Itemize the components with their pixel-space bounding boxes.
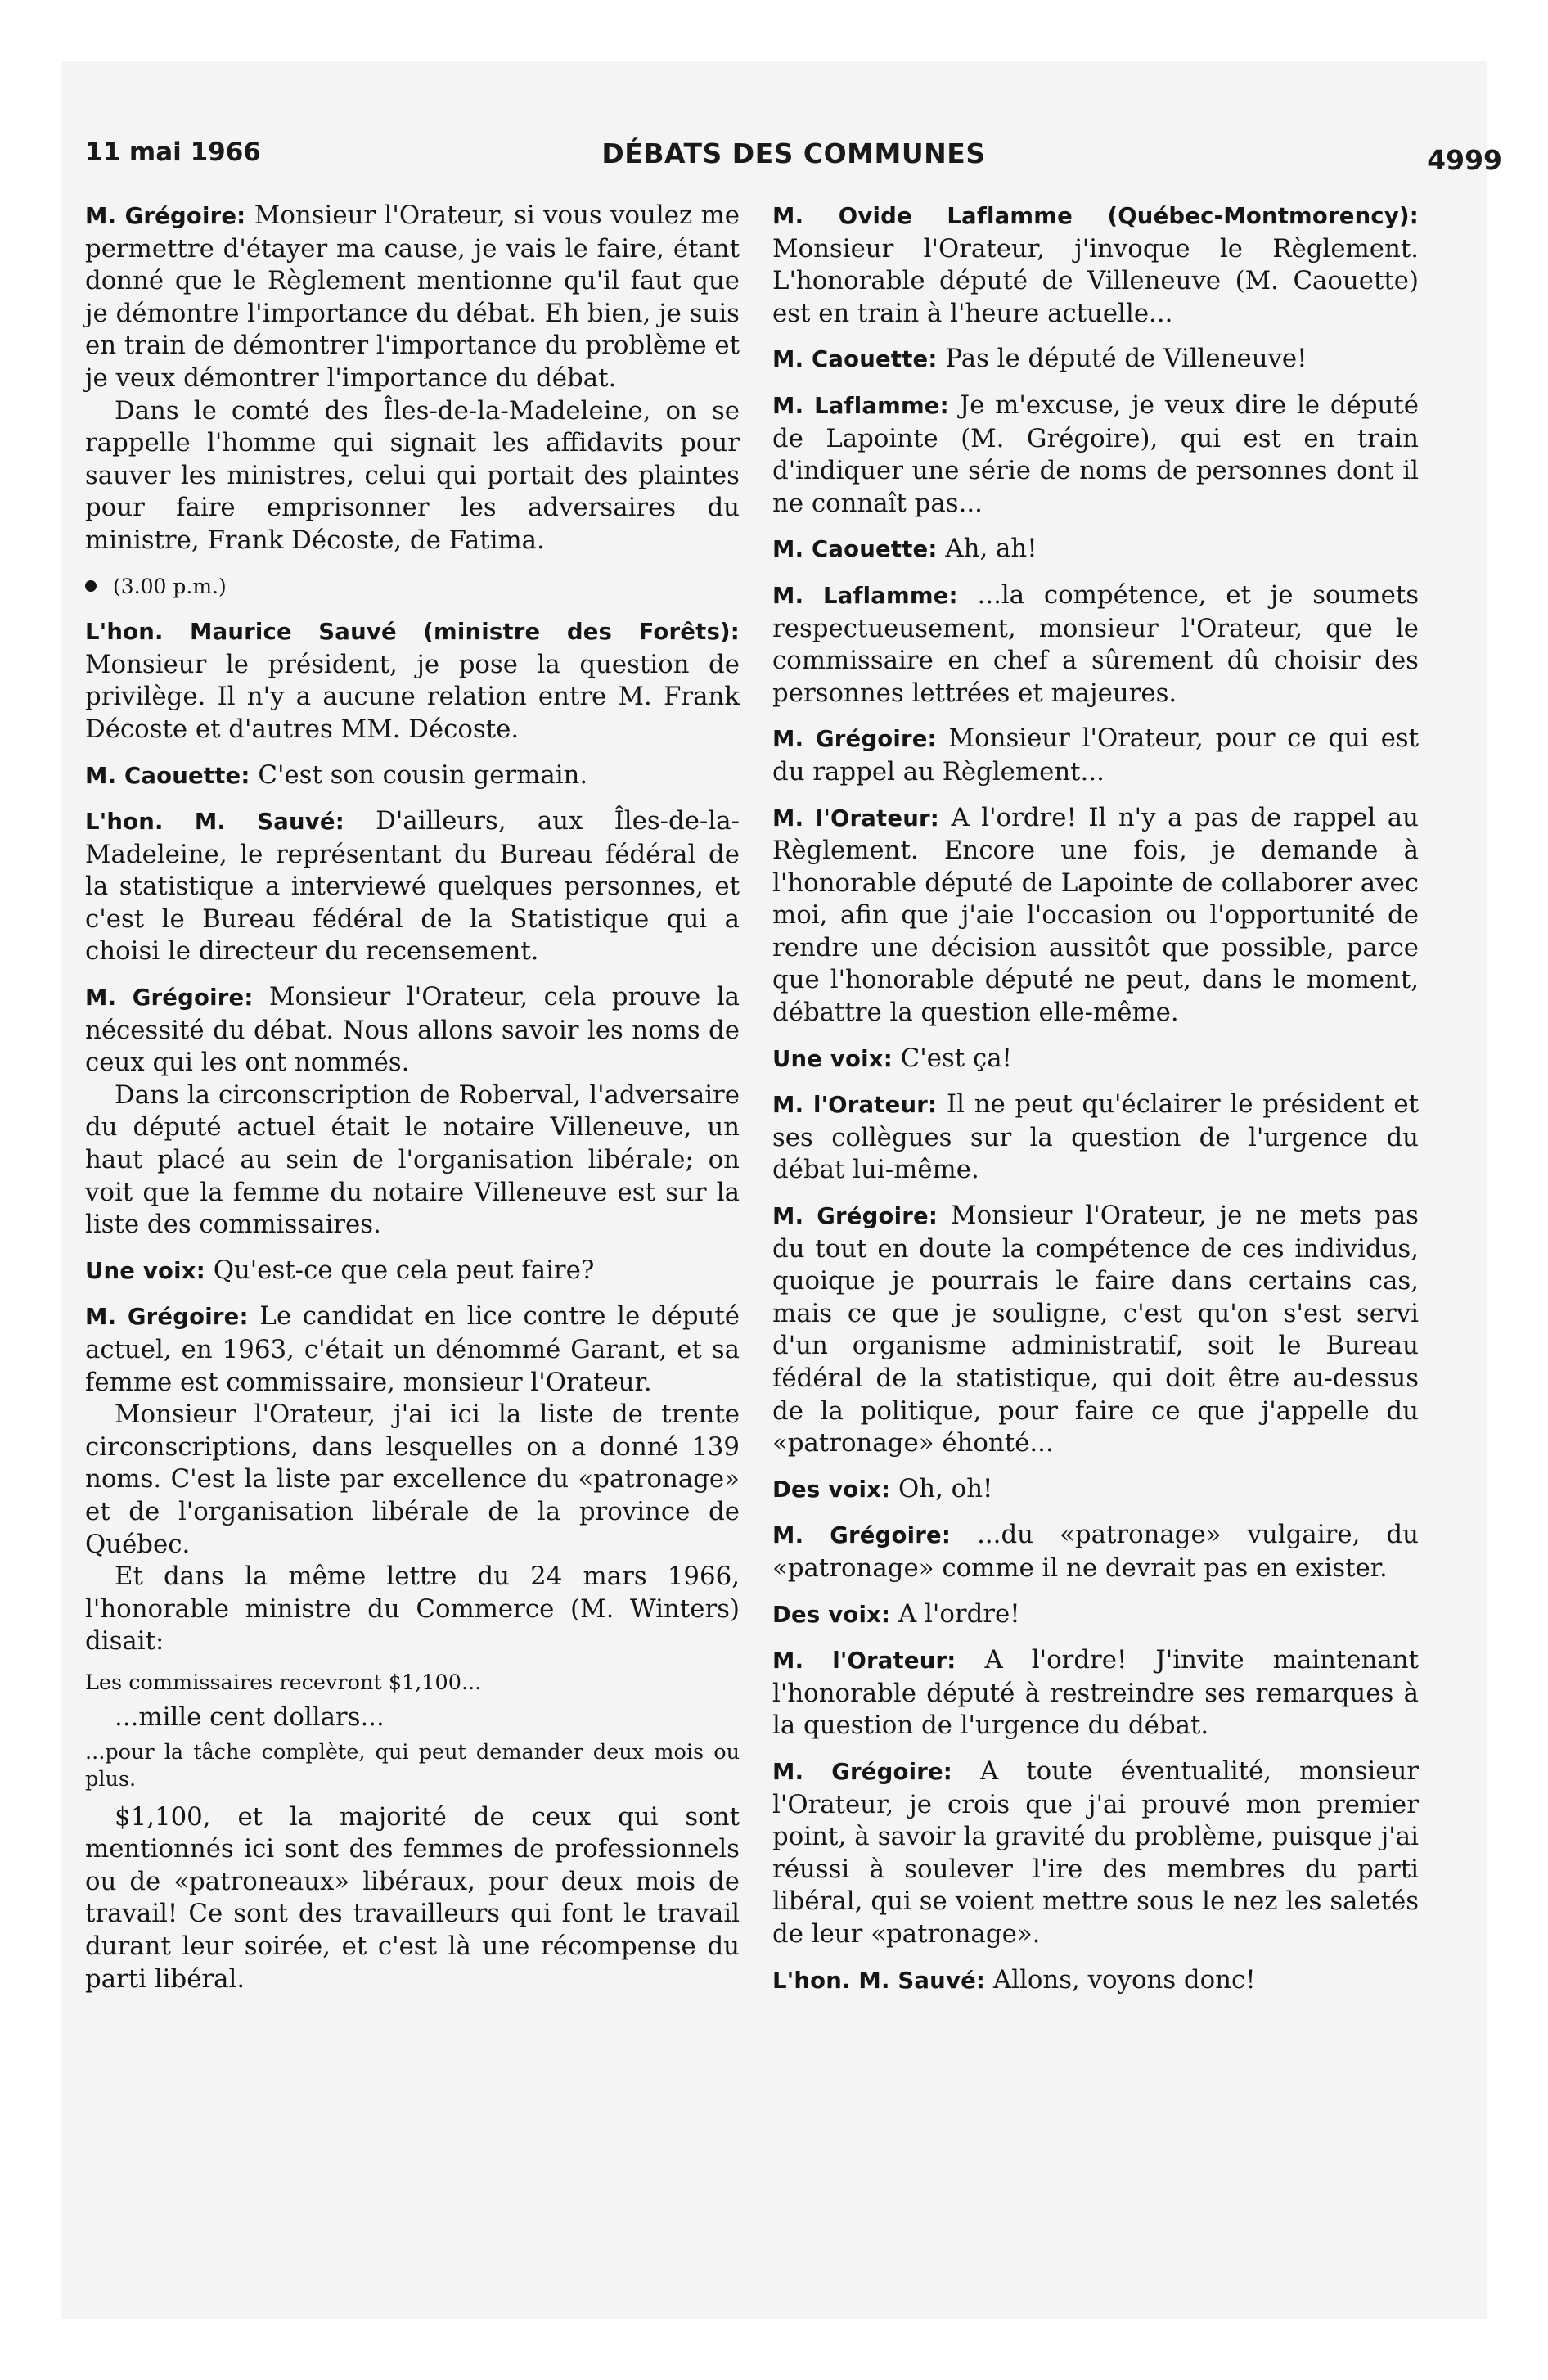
speech-text: Et dans la même lettre du 24 mars 1966, l'honorable ministre du Commerce (M. Winters) disait:: [85, 1562, 740, 1657]
speech-paragraph: [85, 200, 740, 395]
speaker-name: M. Grégoire:: [85, 1304, 249, 1331]
speaker-name: M. Grégoire:: [772, 726, 937, 753]
speech-paragraph: [772, 533, 1419, 566]
speech-paragraph: [85, 981, 740, 1080]
speaker-name: Une voix:: [85, 1257, 205, 1284]
speech-text: Dans le comté des Îles-de-la-Madeleine, on se rappelle l'homme qui signait les affidavits pour sauver les ministres, celui qui portait des plaintes pour faire emprisonner les adversaires du ministre, Frank Décoste, de Fatima.: [85, 395, 740, 555]
speech-text: A l'ordre! J'invite maintenant l'honorable député à restreindre ses remarques à la question de l'urgence du débat.: [772, 1645, 1420, 1741]
speech-paragraph: [772, 579, 1419, 710]
speaker-name: M. Caouette:: [85, 762, 250, 789]
speech-text: A toute éventualité, monsieur l'Orateur, je crois que j'ai prouvé mon premier point, à savoir la gravité du problème, puisque j'ai réussi à soulever l'ire des membres du parti libéral, qui se voient mettre sous le nez les saletés de leur «patronage».: [772, 1756, 1419, 1949]
speech-paragraph: [772, 1644, 1419, 1742]
speaker-name: M. Grégoire:: [85, 203, 246, 229]
quoted-text: Les commissaires recevront $1,100...: [85, 1670, 482, 1695]
speech-text: Monsieur l'Orateur, j'ai ici la liste de trente circonscriptions, dans lesquelles on a donné 139 noms. C'est la liste par excellence du «patronage» et de l'organisation libérale de la province de Québec.: [85, 1400, 740, 1559]
speaker-name: Une voix:: [772, 1045, 893, 1072]
speech-text: Le candidat en lice contre le député actuel, en 1963, c'était un dénommé Garant, et sa femme est commissaire, monsieur l'Orateur.: [85, 1301, 740, 1397]
speech-paragraph: [85, 1702, 740, 1734]
speaker-name: M. Laflamme:: [772, 392, 949, 419]
speaker-name: M. Grégoire:: [772, 1203, 938, 1230]
speech-text: Dans la circonscription de Roberval, l'adversaire du député actuel était le notaire Villeneuve, un haut placé au sein de l'organisation libérale; on voit que la femme du notaire Villeneuve est sur la liste des commissaires.: [85, 1080, 740, 1240]
left-column: [85, 200, 740, 1995]
speech-paragraph: [85, 1300, 740, 1399]
speech-paragraph: [772, 1598, 1419, 1632]
speech-paragraph: [772, 802, 1419, 1030]
speech-paragraph: [772, 390, 1419, 520]
speaker-name: M. Grégoire:: [772, 1522, 952, 1549]
speech-text: Oh, oh!: [898, 1473, 993, 1503]
speech-text: Il ne peut qu'éclairer le président et ses collègues sur la question de l'urgence du débat lui-même.: [772, 1089, 1419, 1185]
speech-text: Ah, ah!: [945, 534, 1037, 564]
speaker-name: L'hon. Maurice Sauvé (ministre des Forêts):: [85, 619, 740, 646]
speaker-name: Des voix:: [772, 1476, 891, 1503]
speech-paragraph: [772, 1043, 1419, 1076]
speech-text: ...du «patronage» vulgaire, du «patronage» comme il ne devrait pas en exister.: [772, 1520, 1419, 1583]
speech-text: Allons, voyons donc!: [992, 1964, 1256, 1995]
speech-paragraph: [85, 1801, 740, 1996]
right-column: [772, 200, 1419, 1997]
speaker-name: L'hon. M. Sauvé:: [85, 809, 344, 836]
speech-paragraph: [85, 615, 740, 746]
speaker-name: L'hon. M. Sauvé:: [772, 1967, 986, 1994]
page-header: [85, 137, 1502, 178]
speaker-name: M. Caouette:: [772, 536, 938, 563]
speech-text: D'ailleurs, aux Îles-de-la-Madeleine, le représentant du Bureau fédéral de la statistique a interviewé quelques personnes, et c'est le Bureau fédéral de la Statistique qui a choisi le directeur du recensement.: [85, 806, 740, 967]
header-page-number: 4999: [1427, 144, 1502, 176]
speech-text: Monsieur l'Orateur, je ne mets pas du tout en doute la compétence de ces individus, quoique je pourrais le faire dans certains cas, mais ce que je souligne, c'est qu'on s'est servi d'un organisme administratif, soit le Bureau fédéral de la statistique, qui doit être au-dessus de la politique, pour faire ce que j'appelle du «patronage» éhonté...: [772, 1201, 1419, 1458]
speech-paragraph: [772, 723, 1419, 788]
speech-paragraph: [85, 1561, 740, 1658]
header-title: DÉBATS DES COMMUNES: [601, 137, 986, 169]
bullet-icon: [85, 580, 97, 592]
speech-paragraph: [772, 200, 1419, 330]
speech-text: ...la compétence, et je soumets respectueusement, monsieur l'Orateur, que le commissaire en chef a sûrement dû choisir des personnes lettrées et majeures.: [772, 579, 1419, 708]
speech-paragraph: [85, 395, 740, 557]
speech-text: Monsieur le président, je pose la question de privilège. Il n'y a aucune relation entre M. Frank Décoste et d'autres MM. Décoste.: [85, 649, 740, 744]
speech-text: C'est ça!: [900, 1043, 1012, 1073]
speaker-name: Des voix:: [772, 1601, 891, 1628]
speech-text: Je m'excuse, je veux dire le député de Lapointe (M. Grégoire), qui est en train d'indiquer une série de noms de personnes dont il ne connaît pas...: [772, 390, 1419, 518]
speech-text: Monsieur l'Orateur, pour ce qui est du rappel au Règlement...: [772, 723, 1419, 787]
speech-text: Monsieur l'Orateur, j'invoque le Règlement. L'honorable député de Villeneuve (M. Caouette) est en train à l'heure actuelle...: [772, 233, 1419, 328]
quoted-text: ...pour la tâche complète, qui peut demander deux mois ou plus.: [85, 1739, 740, 1792]
speech-paragraph: [772, 1473, 1419, 1507]
speech-paragraph: [772, 1200, 1419, 1460]
speech-paragraph: [772, 343, 1419, 376]
speech-paragraph: [85, 760, 740, 793]
speech-text: Monsieur l'Orateur, cela prouve la nécessité du débat. Nous allons savoir les noms de ceux qui les ont nommés.: [85, 982, 740, 1078]
speech-paragraph: [772, 1964, 1419, 1998]
speech-text: C'est son cousin germain.: [258, 760, 588, 790]
speaker-name: M. Ovide Laflamme (Québec-Montmorency):: [772, 203, 1419, 229]
time-marker: (3.00 p.m.): [85, 570, 740, 603]
speech-text: A l'ordre!: [898, 1598, 1020, 1629]
speech-paragraph: [772, 1756, 1419, 1951]
header-date: 11 mai 1966: [85, 137, 261, 167]
speech-paragraph: [772, 1089, 1419, 1187]
speech-paragraph: [85, 1399, 740, 1561]
speaker-name: M. Grégoire:: [85, 985, 254, 1012]
speech-text: Pas le député de Villeneuve!: [945, 344, 1307, 374]
speech-paragraph: [85, 1080, 740, 1242]
speaker-name: M. l'Orateur:: [772, 1648, 956, 1675]
speech-text: $1,100, et la majorité de ceux qui sont mentionnés ici sont des femmes de professionnels ou de «patroneaux» libéraux, pour deux mois de travail! Ce sont des travailleurs qui font le travail durant leur soirée, et c'est là une récompense du parti libéral.: [85, 1801, 740, 1994]
speaker-name: M. Grégoire:: [772, 1758, 953, 1785]
speech-text: Qu'est-ce que cela peut faire?: [213, 1255, 595, 1285]
speaker-name: M. l'Orateur:: [772, 1092, 938, 1119]
speaker-name: M. Laflamme:: [772, 582, 958, 609]
speech-paragraph: [85, 805, 740, 968]
speaker-name: M. Caouette:: [772, 346, 938, 373]
speech-text: ...mille cent dollars...: [115, 1702, 385, 1732]
speech-paragraph: [772, 1519, 1419, 1584]
speech-text: Monsieur l'Orateur, si vous voulez me permettre d'étayer ma cause, je vais le faire, étant donné que le Règlement mentionne qu'il faut que je démontre l'importance du débat. Eh bien, je suis en train de démontrer l'importance du problème et je veux démontrer l'importance du débat.: [85, 201, 740, 393]
speech-text: A l'ordre! Il n'y a pas de rappel au Règlement. Encore une fois, je demande à l'honorable député de Lapointe de collaborer avec moi, afin que j'aie l'occasion ou l'opportunité de rendre une décision aussitôt que possible, parce que l'honorable député ne peut, dans le moment, débattre la question elle-même.: [772, 802, 1419, 1028]
speaker-name: M. l'Orateur:: [772, 805, 939, 832]
speech-paragraph: [85, 1255, 740, 1288]
